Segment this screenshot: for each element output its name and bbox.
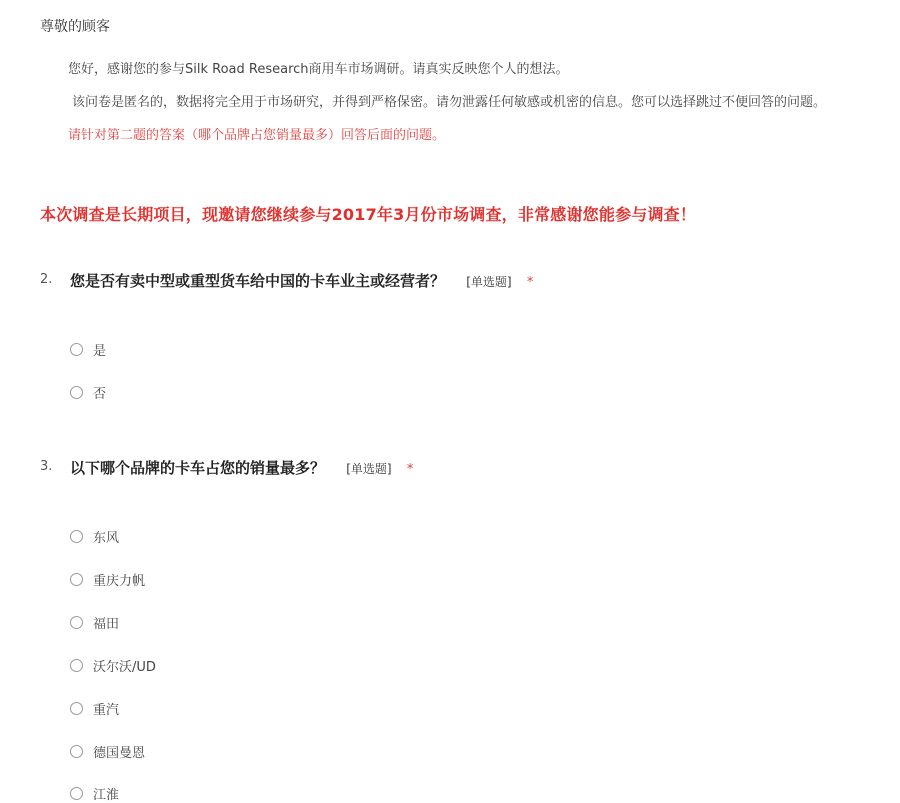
intro-line-3: 请针对第二题的答案（哪个品牌占您销量最多）回答后面的问题。 (68, 128, 446, 143)
option-man[interactable] (70, 741, 145, 761)
radio-button-icon[interactable] (70, 616, 83, 629)
question-title (70, 457, 413, 478)
required-mark: * (406, 462, 414, 477)
required-mark: * (526, 275, 534, 290)
option-jac[interactable] (70, 783, 119, 803)
option-label: 江淮 (93, 787, 120, 803)
intro-line-2: 该问卷是匿名的，数据将完全用于市场研究，并得到严格保密。请勿泄露任何敏感或机密的信息。您可以选择跳过不便回答的问题。 (72, 95, 827, 110)
radio-button-icon[interactable] (70, 573, 83, 586)
option-label: 否 (93, 386, 107, 402)
option-sinotruk[interactable] (70, 698, 119, 718)
radio-button-icon[interactable] (70, 702, 83, 715)
option-label: 是 (93, 343, 107, 359)
option-label: 福田 (93, 616, 120, 632)
radio-button-icon[interactable] (70, 530, 83, 543)
survey-notice: 本次调查是长期项目，现邀请您继续参与2017年3月份市场调查，非常感谢您能参与调查！ (40, 205, 697, 224)
option-label: 沃尔沃/UD (93, 659, 156, 675)
question-type-tag: [单选题] (466, 275, 512, 289)
option-label: 德国曼恩 (93, 745, 146, 761)
radio-button-icon[interactable] (70, 745, 83, 758)
option-dongfeng[interactable] (70, 526, 119, 546)
option-foton[interactable] (70, 612, 119, 632)
intro-line-1: 您好，感谢您的参与Silk Road Research商用车市场调研。请真实反映您个人的想法。 (68, 62, 569, 77)
radio-button-icon[interactable] (70, 386, 83, 399)
radio-button-icon[interactable] (70, 659, 83, 672)
option-label: 重庆力帆 (93, 573, 146, 589)
option-label: 东风 (93, 530, 120, 546)
greeting: 尊敬的顾客 (40, 19, 110, 35)
option-yes[interactable] (70, 339, 106, 359)
question-text: 以下哪个品牌的卡车占您的销量最多？ (70, 459, 326, 477)
radio-button-icon[interactable] (70, 787, 83, 800)
option-volvo-ud[interactable] (70, 655, 156, 675)
option-chongqing-lifan[interactable] (70, 569, 145, 589)
option-no[interactable] (70, 382, 106, 402)
question-text: 您是否有卖中型或重型货车给中国的卡车业主或经营者？ (70, 272, 446, 290)
question-number: 3. (40, 459, 53, 474)
question-title (70, 270, 533, 291)
option-label: 重汽 (93, 702, 120, 718)
question-type-tag: [单选题] (346, 462, 392, 476)
radio-button-icon[interactable] (70, 343, 83, 356)
question-number: 2. (40, 272, 53, 287)
